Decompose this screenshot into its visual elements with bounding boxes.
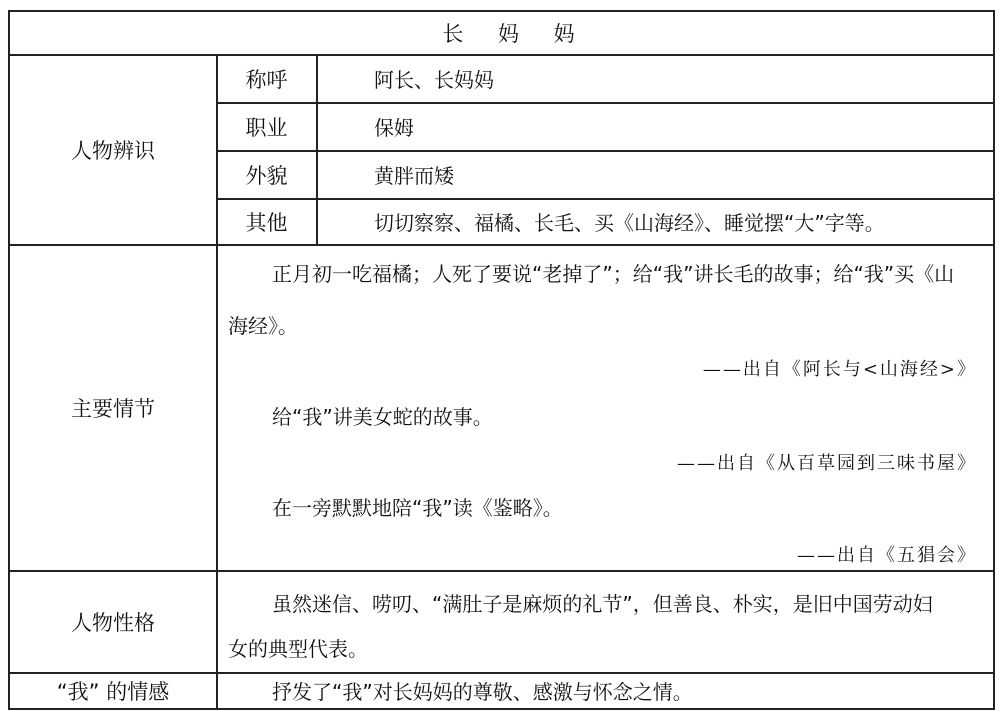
divider [316,55,318,245]
plot-item-source: ——出自《从百草园到三味书屋》 [677,453,977,474]
emotion-text: 抒发了“我”对长妈妈的尊敬、感激与怀念之情。 [272,680,693,704]
row-value-name: 阿长、长妈妈 [374,68,494,92]
row-value-occupation: 保姆 [374,116,414,140]
row-value-appearance: 黄胖而矮 [374,164,454,188]
plot-item-source: ——出自《阿长与<山海经>》 [702,359,977,380]
row-label-name: 称呼 [245,67,288,92]
section-label-identification: 人物辨识 [71,138,155,163]
section-label-plot: 主要情节 [71,396,155,421]
plot-item-text: 给“我”讲美女蛇的故事。 [272,405,493,429]
character-table [8,10,995,710]
row-label-other: 其他 [245,210,288,235]
personality-text: 虽然迷信、唠叨、“满肚子是麻烦的礼节”，但善良、朴实，是旧中国劳动妇 [272,592,933,616]
section-label-personality: 人物性格 [71,610,155,635]
plot-item-text: 海经》。 [228,314,298,338]
row-label-appearance: 外貌 [245,163,288,188]
row-label-occupation: 职业 [245,115,288,140]
plot-item-source: ——出自《五猖会》 [797,545,977,566]
personality-text: 女的典型代表。 [228,637,368,661]
plot-item-text: 正月初一吃福橘；人死了要说“老掉了”；给“我”讲长毛的故事；给“我”买《山 [272,262,955,286]
row-value-other: 切切察察、福橘、长毛、买《山海经》、睡觉摆“大”字等。 [374,211,885,235]
section-label-emotion: “我” 的情感 [56,679,170,704]
table-title: 长 妈 妈 [442,22,589,46]
plot-item-text: 在一旁默默地陪“我”读《鉴略》。 [272,496,563,520]
